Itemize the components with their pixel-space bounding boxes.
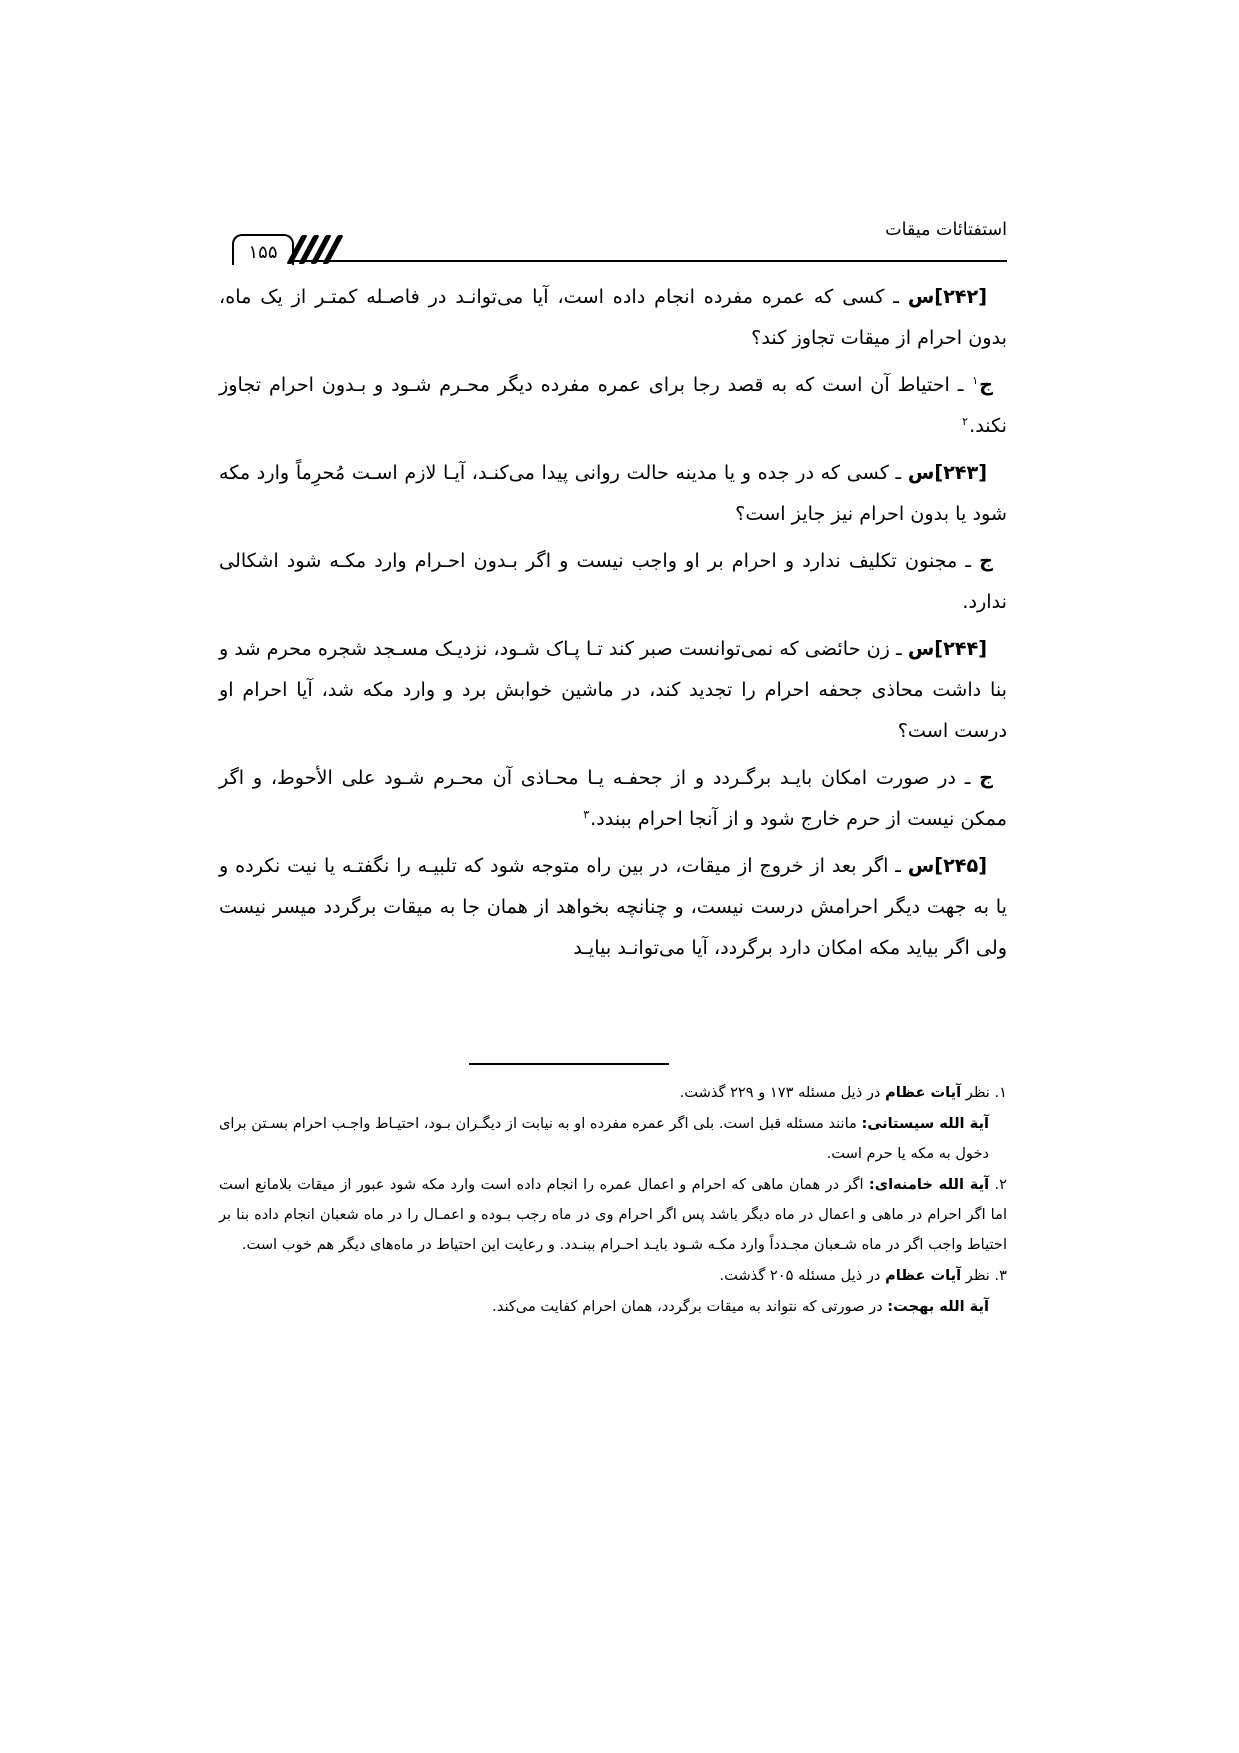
question-marker: س <box>907 854 935 877</box>
footnote-list <box>219 1078 1007 1323</box>
page-number: ۱۵۵ <box>248 242 278 263</box>
answer-text: ـ احتیاط آن است که به قصد رجا برای عمره مفرده دیگر محـرم شـود و بـدون احرام تجاوز نکند. <box>219 373 1007 437</box>
footnote-emphasis: آیات عظام <box>885 1084 962 1101</box>
footnote-number: ۱. <box>994 1084 1007 1101</box>
footnote-entry <box>219 1109 1007 1169</box>
answer-text: ـ در صورت امکان بایـد برگـردد و از جحفـه یـا محـاذی آن محـرم شـود علی الأحوط، و اگر ممکن نیست از حرم خارج شود و از آنجا احرام ببندد. <box>219 766 1007 830</box>
footnote-text-before: نظر <box>961 1267 990 1284</box>
running-title: استفتائات میقات <box>885 220 1007 240</box>
question-text: ـ کسی که عمره مفرده انجام داده است، آیا می‌توانـد در فاصـله کمتـر از یک ماه، بدون احرام از میقات تجاوز کند؟ <box>219 285 1007 349</box>
footnote-text-before: نظر <box>961 1084 990 1101</box>
footnote-emphasis: آیات عظام <box>885 1267 962 1284</box>
answer-paragraph <box>219 757 1007 839</box>
footnote-text-after: مانند مسئله قبل است. بلی اگر عمره مفرده او به نیابت از دیگـران بـود، احتیـاط واجـب احرام بسـتن برای دخول به مکه یا حرم است. <box>219 1115 989 1162</box>
footnote-authority: آیة الله خامنه‌ای: <box>868 1176 990 1193</box>
question-text: ـ کسی که در جده و یا مدینه حالت روانی پیدا می‌کنـد، آیـا لازم اسـت مُحرِماً وارد مکه شود یا بدون احرام نیز جایز است؟ <box>219 461 1007 525</box>
answer-marker: ج <box>979 549 993 572</box>
question-number: [۲۴۳] <box>934 461 988 484</box>
question-number: [۲۴۲] <box>934 285 987 308</box>
answer-marker: ج <box>979 766 993 789</box>
footnote-ref: ۱ <box>972 373 979 387</box>
question-paragraph <box>219 628 1007 751</box>
footnote-text-after: در صورتی که نتواند به میقات برگردد، همان احرام کفایت می‌کند. <box>492 1298 888 1315</box>
footnote-number: ۲. <box>994 1176 1008 1193</box>
answer-paragraph <box>219 364 1007 446</box>
question-text: ـ اگر بعد از خروج از میقات، در بین راه متوجه شود که تلبیـه را نگفتـه یا نیت نکرده و یا به جهت دیگر احرامش درست نیست، و چنانچه بخواهد از همان جا به میقات برگردد میسر نیست ولی اگر بیاید مکه امکان دارد برگردد، آیا می‌توانـد بیایـد <box>219 854 1007 959</box>
body-column <box>219 276 1007 974</box>
answer-text: ـ مجنون تکلیف ندارد و احرام بر او واجب نیست و اگر بـدون احـرام وارد مکـه شود اشکالی ندارد. <box>219 549 1007 613</box>
answer-paragraph <box>219 540 1007 622</box>
footnote-entry <box>219 1078 1007 1108</box>
footnote-number: ۳. <box>994 1267 1007 1284</box>
footnote-text-after: اگر در همان ماهی که احرام و اعمال عمره را انجام داده است وارد مکه شود عبور از میقات بلامانع است اما اگر احرام در ماهی و اعمال در ماه دیگر باشد پس اگر احرام وی در ماه رجب بـوده و اعمـال را در ماه شعبان انجام داده بنا بر احتیاط واجب اگر در ماه شـعبان مجـدداً وارد مکـه شـود بایـد احـرام ببنـدد. و رعایت این احتیاط در ماه‌های دیگر هم خوب است. <box>219 1176 1007 1253</box>
question-paragraph <box>219 276 1007 358</box>
footnote-divider <box>469 1063 669 1065</box>
question-text: ـ زن حائضی که نمی‌توانست صبر کند تـا پـاک شـود، نزدیـک مسـجد شجره محرم شد و بنا داشت محاذی جحفه احرام را تجدید کند، در ماشین خوابش برد و وارد مکه شد، آیا احرام او درست است؟ <box>219 637 1007 742</box>
question-marker: س <box>907 637 935 660</box>
page-header <box>232 218 1007 262</box>
question-paragraph <box>219 452 1007 534</box>
slashes-ornament-icon <box>292 234 348 264</box>
answer-marker: ج <box>979 373 993 396</box>
footnote-ref: ۲ <box>962 414 969 428</box>
footnote-entry <box>219 1292 1007 1322</box>
footnote-ref: ۳ <box>583 807 590 821</box>
question-paragraph <box>219 845 1007 968</box>
question-number: [۲۴۴] <box>934 637 987 660</box>
footnote-authority: آیة الله بهجت: <box>887 1298 989 1315</box>
question-number: [۲۴۵] <box>934 854 987 877</box>
footnote-text-after: در ذیل مسئله ۱۷۳ و ۲۲۹ گذشت. <box>679 1084 886 1101</box>
footnote-authority: آیة الله سیستانی: <box>861 1115 989 1132</box>
footnote-entry <box>219 1261 1007 1291</box>
footnote-text-after: در ذیل مسئله ۲۰۵ گذشت. <box>719 1267 886 1284</box>
footnote-entry <box>219 1170 1007 1260</box>
question-marker: س <box>907 285 935 308</box>
question-marker: س <box>907 461 935 484</box>
folio-plate <box>232 231 352 265</box>
